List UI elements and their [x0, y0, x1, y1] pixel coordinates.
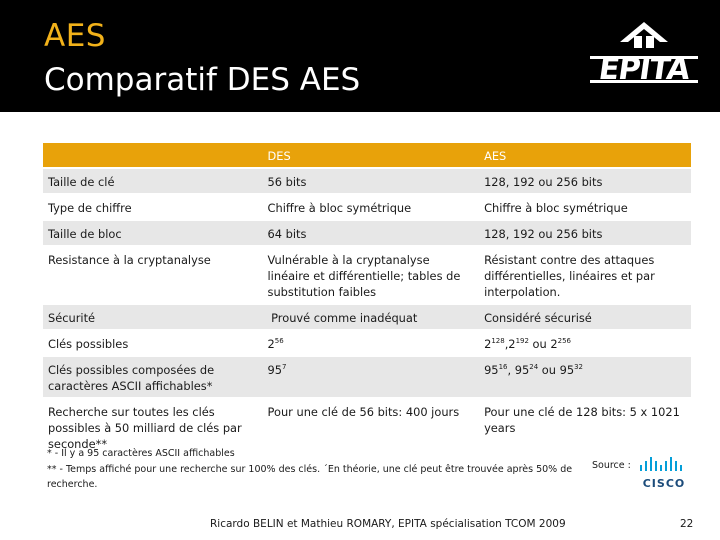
power-base: 95	[484, 363, 499, 377]
footnotes	[47, 446, 577, 492]
table-row	[43, 356, 691, 398]
power-base: 2	[484, 337, 492, 351]
power-exponent: 32	[574, 363, 584, 372]
row-label: Type de chiffre	[43, 194, 263, 220]
epita-logo-text: EPITA	[596, 52, 692, 87]
header-aes: AES	[479, 142, 691, 168]
des-cell: 64 bits	[263, 220, 480, 246]
table-row	[43, 194, 691, 220]
row-label: Sécurité	[43, 304, 263, 330]
header-empty	[43, 142, 263, 168]
comparison-table	[43, 141, 691, 455]
page-number: 22	[680, 518, 694, 530]
row-label: Clés possibles composées de caractères ASCII affichables*	[43, 356, 263, 398]
power-exponent: 256	[557, 337, 571, 346]
cisco-logo-text: CISCO	[642, 477, 686, 490]
row-label: Resistance à la cryptanalyse	[43, 246, 263, 304]
power-base: 95	[267, 363, 283, 377]
row-label: Taille de clé	[43, 168, 263, 194]
source-label: Source :	[592, 460, 631, 471]
aes-cell: Pour une clé de 128 bits: 5 x 1021 years	[479, 398, 691, 455]
des-cell: Chiffre à bloc symétrique	[263, 194, 480, 220]
power-base: 2	[267, 337, 275, 351]
power-exponent: 192	[515, 337, 529, 346]
power-exponent: 56	[274, 337, 284, 346]
slide-subtitle: Comparatif DES AES	[44, 62, 361, 98]
title-bar	[0, 0, 720, 112]
aes-cell	[479, 330, 691, 356]
table-row	[43, 168, 691, 194]
header-des: DES	[263, 142, 480, 168]
power-exponent: 24	[529, 363, 539, 372]
des-cell: Vulnérable à la cryptanalyse linéaire et différentielle; tables de substitution faibles	[263, 246, 480, 304]
aes-cell: Considéré sécurisé	[479, 304, 691, 330]
aes-cell: 128, 192 ou 256 bits	[479, 220, 691, 246]
footnote-2: ** - Temps affiché pour une recherche sur 100% des clés. ´En théorie, une clé peut être trouvée après 50% de recherche.	[47, 464, 573, 490]
power-base: ,2	[504, 337, 516, 351]
aes-cell	[479, 356, 691, 398]
aes-cell: Résistant contre des attaques différentielles, linéaires et par interpolation.	[479, 246, 691, 304]
power-exponent: 128	[491, 337, 505, 346]
cisco-logo	[638, 456, 690, 490]
footnote-1: * - Il y a 95 caractères ASCII affichables	[47, 448, 235, 459]
des-cell: Prouvé comme inadéquat	[263, 304, 480, 330]
power-base: ou 95	[538, 363, 575, 377]
slide-title-main: AES	[44, 18, 106, 54]
table-row	[43, 246, 691, 304]
power-exponent: 16	[498, 363, 508, 372]
epita-logo	[588, 20, 700, 90]
aes-cell: 128, 192 ou 256 bits	[479, 168, 691, 194]
table-row	[43, 220, 691, 246]
row-label: Clés possibles	[43, 330, 263, 356]
table-row	[43, 330, 691, 356]
power-base: , 95	[507, 363, 530, 377]
table-row	[43, 304, 691, 330]
power-exponent: 7	[282, 363, 287, 372]
row-label: Taille de bloc	[43, 220, 263, 246]
des-cell: 56 bits	[263, 168, 480, 194]
footer-credit: Ricardo BELIN et Mathieu ROMARY, EPITA spécialisation TCOM 2009	[210, 518, 566, 530]
table-header-row	[43, 142, 691, 168]
power-base: ou 2	[528, 337, 558, 351]
des-cell	[263, 330, 480, 356]
des-cell	[263, 356, 480, 398]
cisco-bars-icon	[638, 456, 690, 490]
aes-cell: Chiffre à bloc symétrique	[479, 194, 691, 220]
row-label: Recherche sur toutes les clés possibles à 50 milliard de clés par seconde**	[43, 398, 263, 455]
des-cell: Pour une clé de 56 bits: 400 jours	[263, 398, 480, 455]
